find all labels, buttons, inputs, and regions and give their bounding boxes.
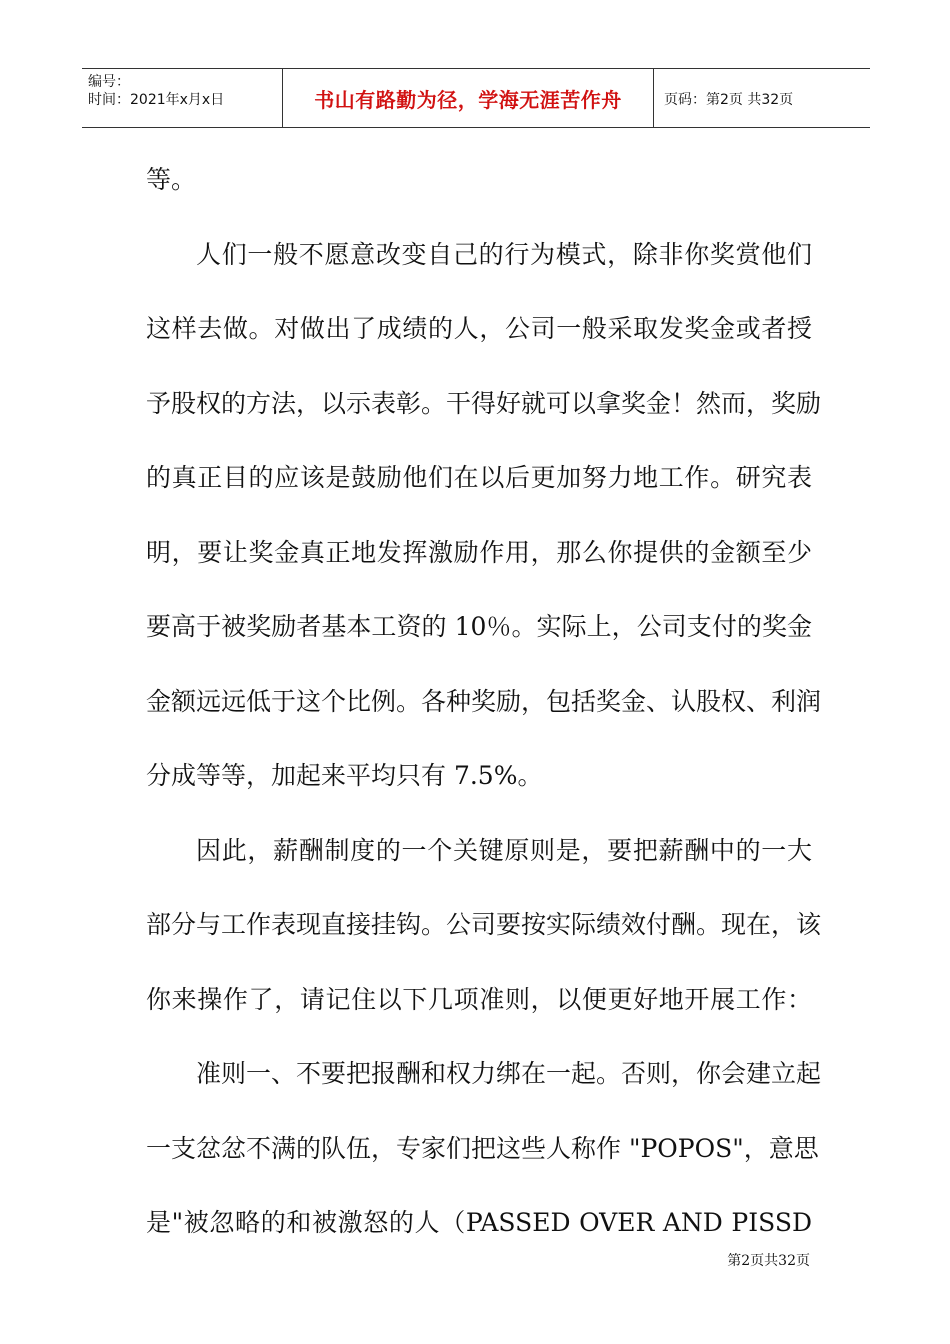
header-page-number: 页码：第2页 共32页	[664, 91, 794, 108]
footer-page-number: 第2页共32页	[727, 1253, 810, 1269]
text-line: 这样去做。对做出了成绩的人，公司一般采取发奖金或者授	[146, 314, 812, 343]
date-label: 时间：2021年x月x日	[88, 92, 225, 108]
text-line: 准则一、不要把报酬和权力绑在一起。否则，你会建立起	[196, 1059, 822, 1088]
text-line: 人们一般不愿意改变自己的行为模式，除非你奖赏他们	[196, 239, 812, 269]
text-line: 你来操作了，请记住以下几项准则，以便更好地开展工作：	[146, 984, 812, 1014]
text-line: 分成等等，加起来平均只有 7.5%。	[146, 761, 543, 790]
document-body	[146, 150, 822, 1268]
page-header	[82, 68, 870, 128]
text-line: 的真正目的应该是鼓励他们在以后更加努力地工作。研究表	[146, 463, 812, 492]
text-line: 是"被忽略的和被激怒的人（PASSED OVER AND PISSD	[146, 1208, 812, 1237]
text-line: 予股权的方法，以示表彰。干得好就可以拿奖金！然而，奖励	[146, 388, 822, 418]
page-footer	[0, 1250, 810, 1270]
header-meta-cell	[82, 69, 282, 128]
header-page-cell	[654, 69, 870, 128]
header-motto-cell	[282, 69, 654, 128]
text-line: 一支忿忿不满的队伍，专家们把这些人称作 "POPOS"，意思	[146, 1133, 819, 1163]
text-line: 明，要让奖金真正地发挥激励作用，那么你提供的金额至少	[146, 537, 812, 567]
motto-text: 书山有路勤为径，学海无涯苦作舟	[314, 88, 622, 112]
serial-number-label: 编号：	[88, 74, 130, 90]
text-line: 因此，薪酬制度的一个关键原则是，要把薪酬中的一大	[196, 835, 812, 865]
text-line: 部分与工作表现直接挂钩。公司要按实际绩效付酬。现在，该	[146, 910, 822, 939]
text-line: 金额远远低于这个比例。各种奖励，包括奖金、认股权、利润	[146, 686, 822, 716]
text-line: 要高于被奖励者基本工资的 10％。实际上，公司支付的奖金	[146, 612, 812, 641]
text-line: 等。	[146, 165, 197, 194]
